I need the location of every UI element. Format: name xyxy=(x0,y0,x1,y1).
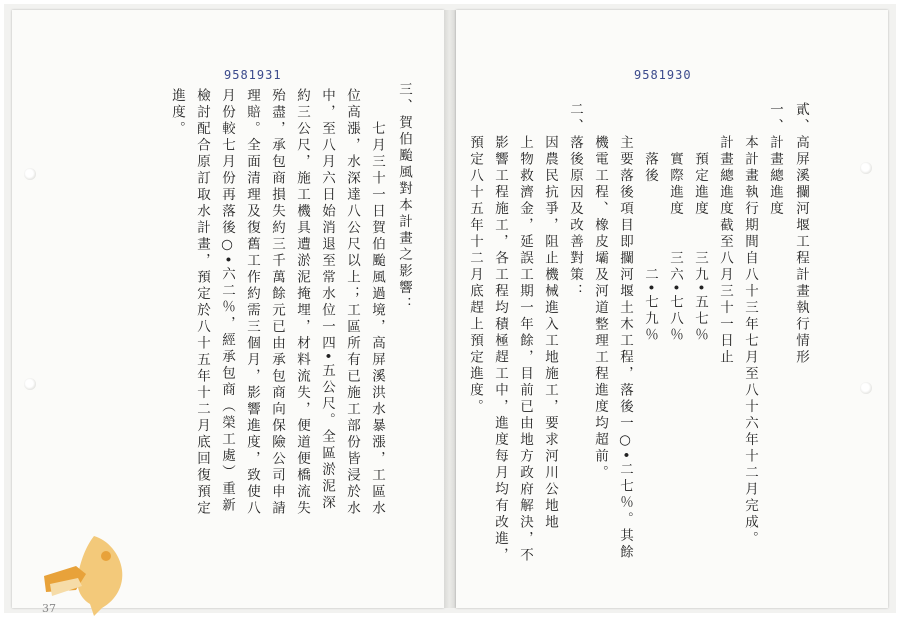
chapter-2-title: 貳、高屏溪攔河堰工程計畫執行情形 xyxy=(793,102,809,366)
progress-behind: 落後 二•七九％ xyxy=(642,102,658,344)
right-text-column: 計畫總進度截至八月三十一日止 xyxy=(717,102,733,366)
left-page xyxy=(12,10,444,615)
right-text-column: 預定八十五年十二月底趕上預定進度。 xyxy=(467,102,483,416)
left-text-column: 殆盡，承包商損失約三千萬餘元已由承包商向保險公司申請 xyxy=(269,88,285,517)
left-text-column: 檢討配合原訂取水計畫，預定於八十五年十二月底回復預定 xyxy=(194,88,210,517)
binding-hole xyxy=(860,382,872,394)
left-text-column: 月份較七月份再落後○•六二％，經承包商（榮工處）重新 xyxy=(219,88,235,514)
left-text-column: 七月三十一日賀伯颱風過境，高屏溪洪水暴漲，工區水 xyxy=(369,88,385,517)
left-text-column: 進度。 xyxy=(169,88,185,138)
section-2-heading: 二、落後原因及改善對策： xyxy=(567,102,583,300)
binding-hole xyxy=(860,162,872,174)
archive-logo xyxy=(36,530,132,618)
right-page-serial: 9581930 xyxy=(634,68,692,82)
right-text-column: 影響工程施工，各工程均積極趕工中，進度每月均有改進， xyxy=(492,102,508,564)
progress-planned: 預定進度 三九•五七％ xyxy=(692,102,708,344)
left-text-column: 理賠。全面清理及復舊工作約需三個月，影響進度，致使八 xyxy=(244,88,260,517)
right-page xyxy=(456,10,888,608)
binding-hole xyxy=(24,378,36,390)
binding-hole xyxy=(24,168,36,180)
logo-mark-text: 37 xyxy=(42,602,56,615)
left-text-column: 中，至八月六日始消退至常水位一四•五公尺。全區淤泥深 xyxy=(319,88,335,512)
right-text-column: 主要落後項目即攔河堰土木工程，落後一○•二七％。其餘 xyxy=(617,102,633,561)
right-text-column: 因農民抗爭，阻止機械進入工地施工，要求河川公地地 xyxy=(542,102,558,531)
left-text-column: 約三公尺，施工機具遭淤泥掩埋，材料流失，便道便橋流失 xyxy=(294,88,310,517)
right-text-column: 本計畫執行期間自八十三年七月至八十六年十二月完成。 xyxy=(742,102,758,548)
section-3-heading: 三、賀伯颱風對本計畫之影響： xyxy=(396,82,412,313)
right-text-column: 上物救濟金，延誤工期一年餘，目前已由地方政府解決，不 xyxy=(517,102,533,564)
book-gutter xyxy=(444,10,456,608)
section-1-heading: 一、計畫總進度 xyxy=(767,102,783,218)
right-text-column: 機電工程、橡皮壩及河道整理工程進度均超前。 xyxy=(592,102,608,482)
left-page-serial: 9581931 xyxy=(224,68,282,82)
progress-actual: 實際進度 三六•七八％ xyxy=(667,102,683,344)
left-text-column: 位高漲，水深達八公尺以上；工區所有已施工部份皆浸於水 xyxy=(344,88,360,517)
